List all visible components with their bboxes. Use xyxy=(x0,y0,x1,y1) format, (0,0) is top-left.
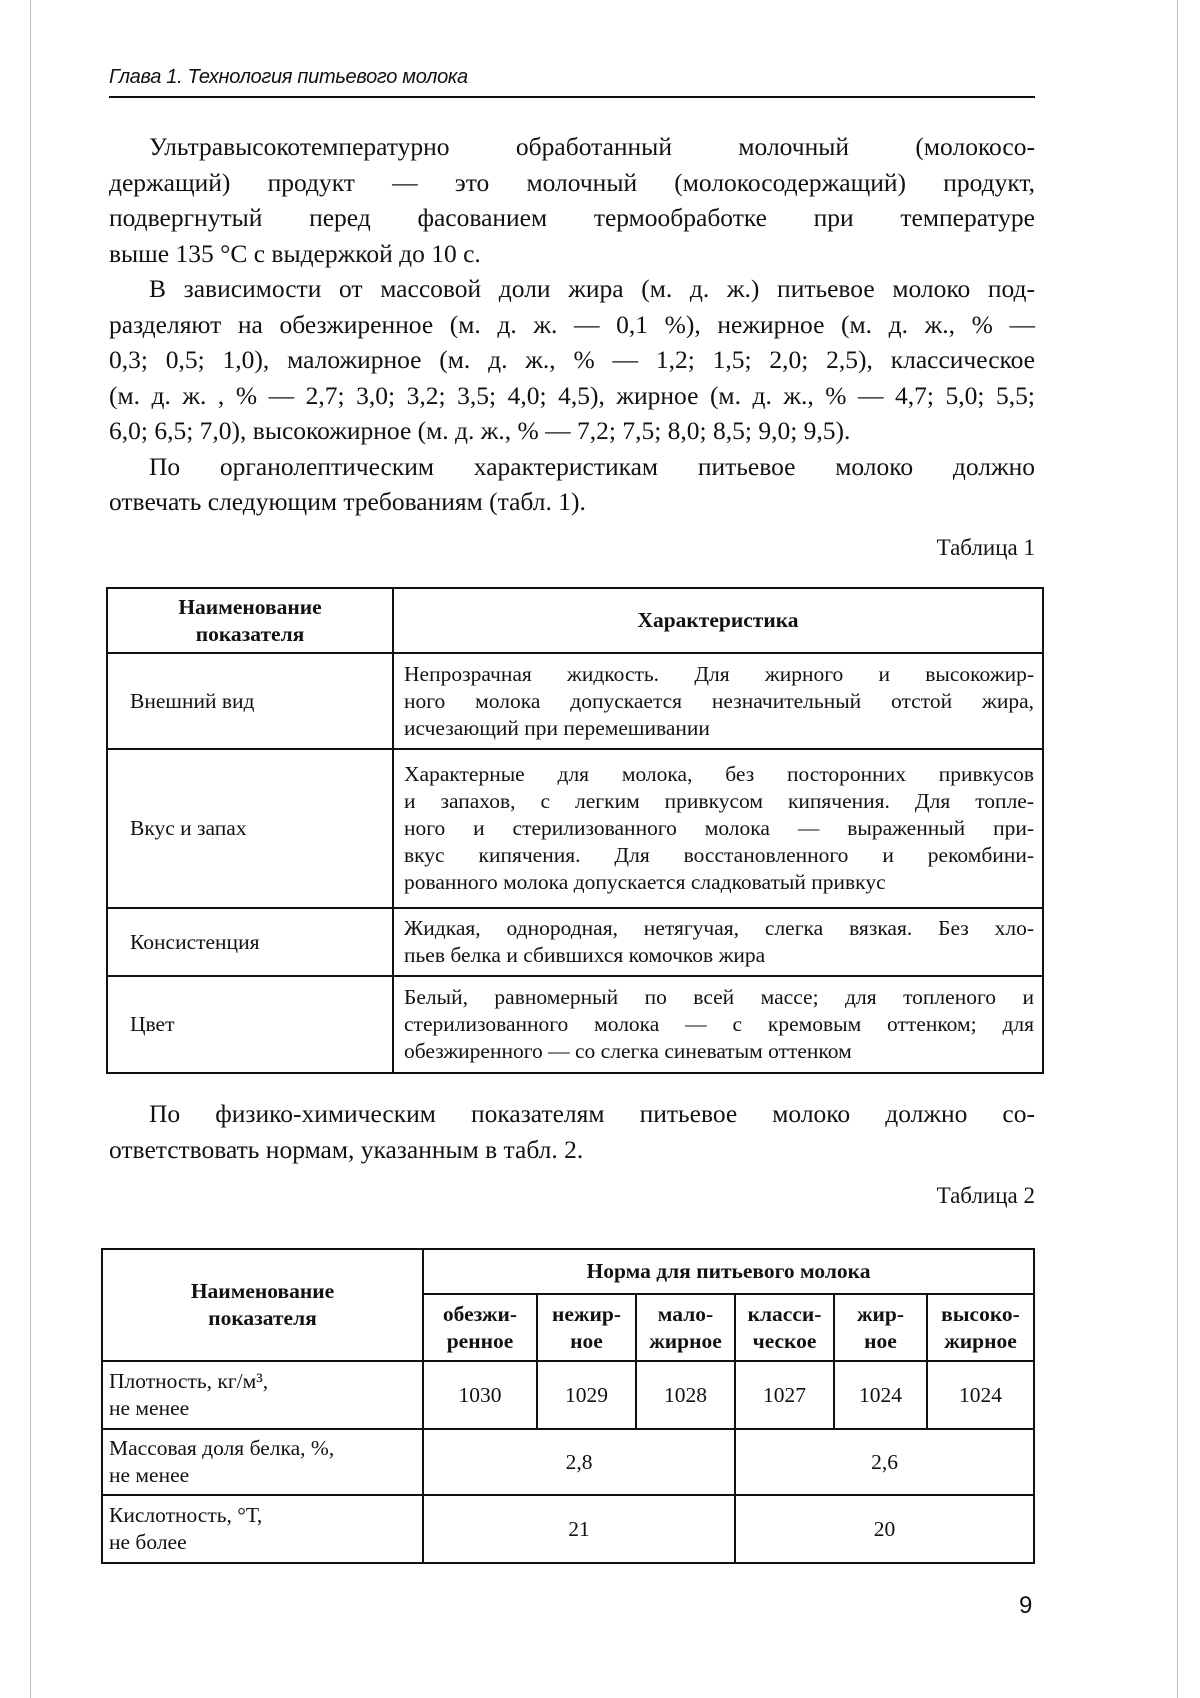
table2-caption: Таблица 2 xyxy=(937,1183,1035,1209)
table-organoleptic xyxy=(106,587,1044,1074)
row-name: Кислотность, °Т, не более xyxy=(102,1495,423,1563)
text-line: По органолептическим характеристикам питьевое молоко должно xyxy=(109,449,1035,485)
col-header: мало- жирное xyxy=(636,1294,735,1361)
table-physchem xyxy=(101,1248,1035,1564)
table-row-protein xyxy=(102,1429,1034,1495)
table-row xyxy=(107,653,1043,749)
col-header: нежир- ное xyxy=(537,1294,636,1361)
page-edge-left xyxy=(30,0,31,1698)
col-header: класси- ческое xyxy=(735,1294,834,1361)
paragraph-physchem xyxy=(109,1096,1035,1167)
text-line: подвергнутый перед фасованием термообработке при температуре xyxy=(109,200,1035,236)
text-line: 6,0; 6,5; 7,0), высокожирное (м. д. ж., % — 7,2; 7,5; 8,0; 8,5; 9,0; 9,5). xyxy=(109,413,1035,449)
row-name: Внешний вид xyxy=(107,653,393,749)
value-cell: 1030 xyxy=(423,1361,537,1429)
value-cell: 1029 xyxy=(537,1361,636,1429)
header-cell-name: Наименование показателя xyxy=(107,588,393,653)
value-cell: 1024 xyxy=(834,1361,927,1429)
header-rule xyxy=(109,96,1035,98)
text-line: В зависимости от массовой доли жира (м. д. ж.) питьевое молоко под- xyxy=(109,271,1035,307)
text-line: держащий) продукт — это молочный (молокосодержащий) продукт, xyxy=(109,165,1035,201)
value-cell: 21 xyxy=(423,1495,735,1563)
row-name: Консистенция xyxy=(107,908,393,976)
text-line: разделяют на обезжиренное (м. д. ж. — 0,1 %), нежирное (м. д. ж., % — xyxy=(109,307,1035,343)
value-cell: 20 xyxy=(735,1495,1034,1563)
value-cell: 2,6 xyxy=(735,1429,1034,1495)
value-cell: 2,8 xyxy=(423,1429,735,1495)
page-edge-right xyxy=(1177,0,1178,1698)
text-line: отвечать следующим требованиям (табл. 1). xyxy=(109,484,1035,520)
header-cell-name: Наименование показателя xyxy=(102,1249,423,1361)
text-line: (м. д. ж. , % — 2,7; 3,0; 3,2; 3,5; 4,0; 4,5), жирное (м. д. ж., % — 4,7; 5,0; 5,5; xyxy=(109,378,1035,414)
table-row xyxy=(107,908,1043,976)
text-line: ответствовать нормам, указанным в табл. 2. xyxy=(109,1132,1035,1168)
table-row-density xyxy=(102,1361,1034,1429)
row-name: Цвет xyxy=(107,976,393,1073)
row-name: Вкус и запах xyxy=(107,749,393,908)
row-text: Непрозрачная жидкость. Для жирного и высокожир- ного молока допускается незначительный отстой жира, исчезающий при перемешивании xyxy=(393,653,1043,749)
paragraph-organoleptic xyxy=(109,449,1035,520)
row-text: Характерные для молока, без посторонних привкусов и запахов, с легким привкусом кипячения. Для топле- ного и стерилизованного молока — выраженный при- вкус кипячения. Для восстановленного и рекомбини- рованного молока допускается сладковатый привкус xyxy=(393,749,1043,908)
table-row-acidity xyxy=(102,1495,1034,1563)
text-line: Ультравысокотемпературно обработанный молочный (молокосо- xyxy=(109,129,1035,165)
paragraph-uht xyxy=(109,129,1035,271)
value-cell: 1024 xyxy=(927,1361,1034,1429)
row-name: Массовая доля белка, %, не менее xyxy=(102,1429,423,1495)
col-header: обезжи- ренное xyxy=(423,1294,537,1361)
text-line: выше 135 °С с выдержкой до 10 с. xyxy=(109,236,1035,272)
text-line: 0,3; 0,5; 1,0), маложирное (м. д. ж., % — 1,2; 1,5; 2,0; 2,5), классическое xyxy=(109,342,1035,378)
page-number: 9 xyxy=(1019,1592,1032,1620)
row-text: Жидкая, однородная, нетягучая, слегка вязкая. Без хло- пьев белка и сбившихся комочков жира xyxy=(393,908,1043,976)
value-cell: 1028 xyxy=(636,1361,735,1429)
col-header: жир- ное xyxy=(834,1294,927,1361)
value-cell: 1027 xyxy=(735,1361,834,1429)
running-header: Глава 1. Технология питьевого молока xyxy=(109,66,468,89)
col-header: высоко- жирное xyxy=(927,1294,1034,1361)
table-row xyxy=(107,749,1043,908)
text-line: По физико-химическим показателям питьевое молоко должно со- xyxy=(109,1096,1035,1132)
row-name: Плотность, кг/м³, не менее xyxy=(102,1361,423,1429)
table-row xyxy=(107,976,1043,1073)
row-text: Белый, равномерный по всей массе; для топленого и стерилизованного молока — с кремовым оттенком; для обезжиренного — со слегка синеватым оттенком xyxy=(393,976,1043,1073)
header-cell-characteristic: Характеристика xyxy=(393,588,1043,653)
paragraph-fat-classes xyxy=(109,271,1035,449)
table-header-row xyxy=(102,1249,1034,1294)
body-text-top xyxy=(109,129,1035,520)
header-group: Норма для питьевого молока xyxy=(423,1249,1034,1294)
table1-caption: Таблица 1 xyxy=(937,535,1035,561)
table-header-row xyxy=(107,588,1043,653)
